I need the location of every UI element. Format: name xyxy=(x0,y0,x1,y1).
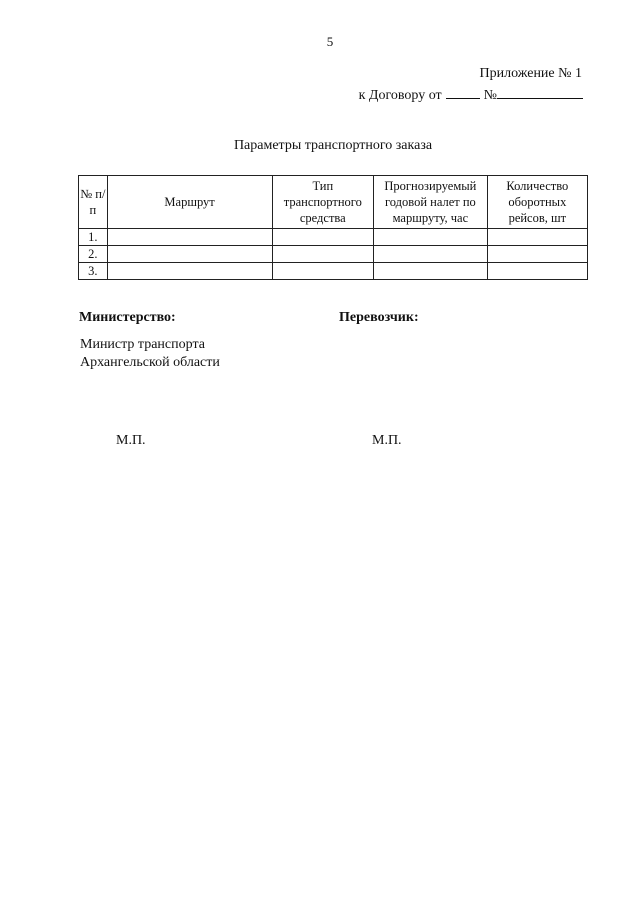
row-route xyxy=(107,246,272,263)
row-annual-hours xyxy=(374,229,488,246)
row-vehicle-type xyxy=(272,229,374,246)
header-vehicle-type: Тип транспортного средства xyxy=(272,176,374,229)
table-row xyxy=(79,229,588,246)
ministry-stamp-place: М.П. xyxy=(116,433,146,448)
contract-reference xyxy=(359,86,583,104)
header-route: Маршрут xyxy=(107,176,272,229)
row-annual-hours xyxy=(374,263,488,280)
header-annual-hours: Прогнозируемый годовой налет по маршруту, час xyxy=(374,176,488,229)
appendix-title: Приложение № 1 xyxy=(479,66,582,81)
ministry-signer-region: Архангельской области xyxy=(80,355,220,370)
table-header-row xyxy=(79,176,588,229)
row-route xyxy=(107,229,272,246)
row-annual-hours xyxy=(374,246,488,263)
header-trips: Количество оборотных рейсов, шт xyxy=(487,176,587,229)
contract-number-blank xyxy=(497,86,583,99)
document-title: Параметры транспортного заказа xyxy=(233,138,433,153)
row-num: 1. xyxy=(79,229,108,246)
number-sign: № xyxy=(483,88,497,103)
row-num: 3. xyxy=(79,263,108,280)
contract-prefix: к Договору от xyxy=(358,88,442,103)
transport-order-table xyxy=(78,175,588,280)
table-row xyxy=(79,263,588,280)
row-trips xyxy=(487,246,587,263)
header-num: № п/п xyxy=(79,176,108,229)
row-vehicle-type xyxy=(272,246,374,263)
ministry-signer-title: Министр транспорта xyxy=(80,337,205,352)
row-route xyxy=(107,263,272,280)
row-trips xyxy=(487,229,587,246)
table-row xyxy=(79,246,588,263)
contract-date-blank xyxy=(446,86,480,99)
row-vehicle-type xyxy=(272,263,374,280)
carrier-label: Перевозчик: xyxy=(339,310,419,325)
carrier-stamp-place: М.П. xyxy=(372,433,402,448)
ministry-label: Министерство: xyxy=(79,310,176,325)
row-num: 2. xyxy=(79,246,108,263)
page-number: 5 xyxy=(326,34,334,49)
row-trips xyxy=(487,263,587,280)
